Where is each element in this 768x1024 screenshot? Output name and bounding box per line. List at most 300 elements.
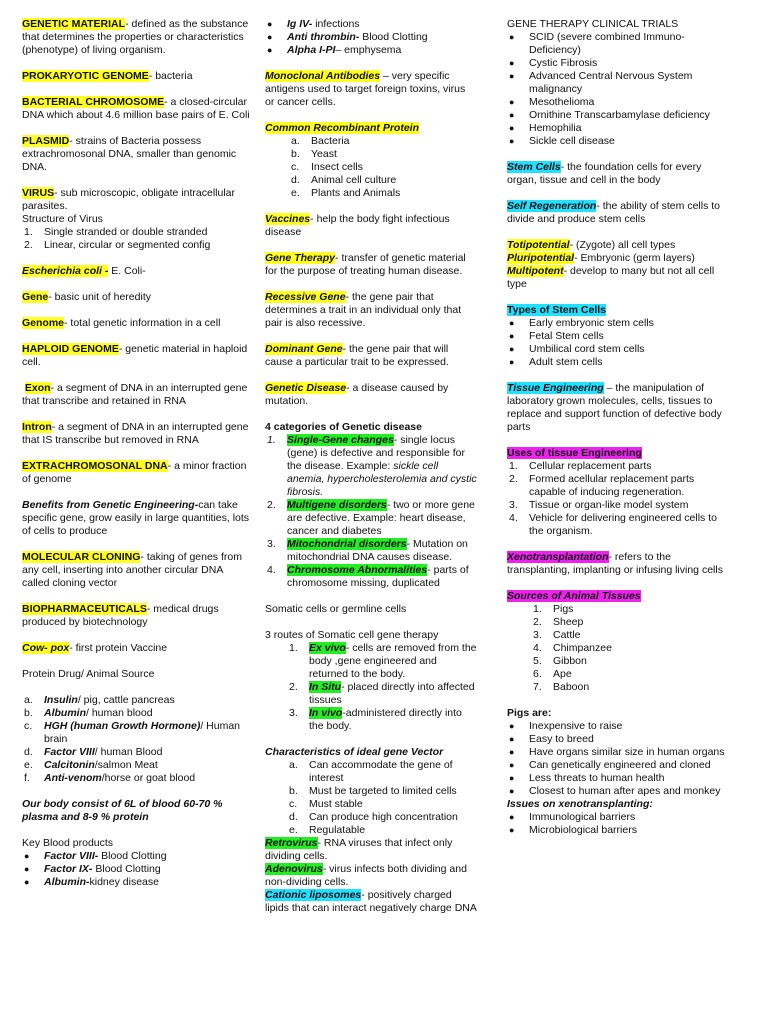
bullet-icon: ● xyxy=(509,110,515,120)
list-item xyxy=(22,876,250,889)
def-retrovirus xyxy=(265,837,477,863)
term: Totipotential xyxy=(507,239,570,251)
definition: -administered directly into the body. xyxy=(309,707,462,732)
def-recessive-gene xyxy=(265,291,477,330)
list-item xyxy=(507,473,725,499)
key-blood-heading: Key Blood products xyxy=(22,837,114,849)
list-number: 1. xyxy=(533,603,542,615)
term: BIOPHARMACEUTICALS xyxy=(22,603,147,615)
list-number: 1. xyxy=(509,460,518,472)
list-item xyxy=(507,746,725,759)
def-tissue-engineering xyxy=(507,382,725,434)
product-use: kidney disease xyxy=(89,876,159,888)
virus-structure-heading: Structure of Virus xyxy=(22,213,103,225)
definition: - the gene pair that will cause a particular trait to be expressed. xyxy=(265,343,449,368)
list-text: Pigs xyxy=(553,603,574,615)
drug-source: / human blood xyxy=(86,707,153,719)
list-item xyxy=(507,642,725,655)
list-item xyxy=(507,681,725,694)
product-use: Blood Clotting xyxy=(92,863,161,875)
list-number: 3. xyxy=(267,538,276,550)
list-text: Gibbon xyxy=(553,655,587,667)
list-letter: b. xyxy=(291,148,300,160)
definition: - parts of chromosome missing, duplicated xyxy=(287,564,469,589)
list-number: 1. xyxy=(267,434,276,446)
list-item xyxy=(265,681,477,707)
list-number: 4. xyxy=(509,512,518,524)
definition: - basic unit of heredity xyxy=(48,291,151,303)
clinical-trials xyxy=(507,18,725,148)
key-blood-list-continued xyxy=(265,18,477,57)
bullet-icon: ● xyxy=(24,877,30,887)
bullet-icon: ● xyxy=(509,58,515,68)
def-benefits xyxy=(22,499,250,538)
list-item xyxy=(507,317,725,330)
term: Recessive Gene xyxy=(265,291,346,303)
term: MOLECULAR CLONING xyxy=(22,551,141,563)
list-item xyxy=(507,785,725,798)
types-heading: Types of Stem Cells xyxy=(507,304,607,316)
def-exon xyxy=(22,382,250,408)
drug-name: Anti-venom xyxy=(44,772,102,784)
term: Cow- pox xyxy=(22,642,70,654)
list-text: Must stable xyxy=(309,798,363,810)
bullet-icon: ● xyxy=(509,71,515,81)
drug-source: / pig, cattle pancreas xyxy=(77,694,175,706)
list-text: Inexpensive to raise xyxy=(529,720,623,732)
term: Vaccines xyxy=(265,213,311,225)
list-item xyxy=(265,44,477,57)
list-item xyxy=(265,174,477,187)
list-item xyxy=(22,226,250,239)
drug-source: /salmon Meat xyxy=(94,759,158,771)
definition: - Mutation on mitochondrial DNA causes disease. xyxy=(287,538,468,563)
pigs-list xyxy=(507,720,725,798)
def-haploid-genome xyxy=(22,343,250,369)
term: Self Regeneration xyxy=(507,200,597,212)
column-2 xyxy=(265,18,477,915)
list-text: SCID (severe combined Immuno-Deficiency) xyxy=(529,31,685,56)
def-stem-cells xyxy=(507,161,725,187)
list-letter: a. xyxy=(289,759,298,771)
list-text: Can produce high concentration xyxy=(309,811,458,823)
drug-source: / human Blood xyxy=(94,746,163,758)
list-text: Linear, circular or segmented config xyxy=(44,239,211,251)
list-letter: c. xyxy=(24,720,33,732)
term: In vivo xyxy=(309,707,343,719)
drug-source: /horse or goat blood xyxy=(101,772,196,784)
list-item xyxy=(507,772,725,785)
list-item xyxy=(507,733,725,746)
categories-list xyxy=(265,434,477,590)
product-name: Anti thrombin- xyxy=(287,31,360,43)
definition: - a segment of DNA in an interrupted gene that transcribe and retained in RNA xyxy=(22,382,248,407)
bullet-icon: ● xyxy=(509,97,515,107)
definition: - Embryonic (germ layers) xyxy=(574,252,695,264)
list-item xyxy=(22,772,250,785)
list-item xyxy=(507,109,725,122)
def-gene xyxy=(22,291,250,304)
definition: - cells are removed from the body ,gene engineered and returned to the body. xyxy=(309,642,477,680)
product-use: – emphysema xyxy=(335,44,402,56)
def-vaccines xyxy=(265,213,477,239)
term: Ex vivo xyxy=(309,642,346,654)
list-text: Yeast xyxy=(311,148,337,160)
sources-heading: Sources of Animal Tissues xyxy=(507,590,641,602)
bullet-icon: ● xyxy=(509,812,515,822)
list-item xyxy=(22,746,250,759)
definition: - refers to the transplanting, implanting or infusing living cells xyxy=(507,551,723,576)
definition: can take specific gene, grow easily in large quantities, lots of cells to produce xyxy=(22,499,250,537)
definition: - help the body fight infectious disease xyxy=(265,213,450,238)
def-genome xyxy=(22,317,250,330)
list-number: 3. xyxy=(509,499,518,511)
definition: - a disease caused by mutation. xyxy=(265,382,449,407)
list-item xyxy=(265,187,477,200)
example: sickle cell anemia, hypercholesterolemia and cystic fibrosis. xyxy=(287,460,477,498)
list-item xyxy=(265,642,477,681)
definition: - genetic material in haploid cell. xyxy=(22,343,248,368)
list-item xyxy=(265,135,477,148)
def-virus xyxy=(22,187,250,252)
term: Gene Therapy xyxy=(265,252,336,264)
def-plasmid xyxy=(22,135,250,174)
list-letter: e. xyxy=(289,824,298,836)
list-letter: c. xyxy=(291,161,300,173)
list-number: 5. xyxy=(533,655,542,667)
drug-name: HGH (human Growth Hormone) xyxy=(44,720,201,732)
somatic-cells-line: Somatic cells or germline cells xyxy=(265,603,407,615)
list-item xyxy=(22,863,250,876)
list-item xyxy=(507,499,725,512)
bullet-icon: ● xyxy=(24,864,30,874)
list-text: Tissue or organ-like model system xyxy=(529,499,689,511)
list-item xyxy=(507,330,725,343)
def-molecular-cloning xyxy=(22,551,250,590)
routes-heading: 3 routes of Somatic cell gene therapy xyxy=(265,629,439,641)
list-number: 6. xyxy=(533,668,542,680)
term: Gene xyxy=(22,291,49,303)
list-text: Formed acellular replacement parts capable of inducing regeneration. xyxy=(529,473,695,498)
definition: - transfer of genetic material for the purpose of treating human disease. xyxy=(265,252,466,277)
bullet-icon: ● xyxy=(509,747,515,757)
term: Mitochondrial disorders xyxy=(287,538,407,550)
list-item xyxy=(507,512,725,538)
definition: - taking of genes from any cell, inserting into another circular DNA called cloning vector xyxy=(22,551,242,589)
drug-source: / Human brain xyxy=(44,720,241,745)
potency-definitions xyxy=(507,239,725,291)
list-letter: c. xyxy=(289,798,298,810)
product-use: Blood Clotting xyxy=(359,31,428,43)
sources-of-animal-tissues xyxy=(507,590,725,694)
list-text: Early embryonic stem cells xyxy=(529,317,654,329)
term: Retrovirus xyxy=(265,837,318,849)
categories-heading: 4 categories of Genetic disease xyxy=(265,421,422,433)
definition: - RNA viruses that infect only dividing cells. xyxy=(265,837,453,862)
list-text: Plants and Animals xyxy=(311,187,401,199)
list-text: Vehicle for delivering engineered cells to the organism. xyxy=(529,512,717,537)
definition: - virus infects both dividing and non-dividing cells. xyxy=(265,863,467,888)
list-item xyxy=(507,70,725,96)
term: Cationic liposomes xyxy=(265,889,362,901)
list-item xyxy=(507,122,725,135)
list-item xyxy=(507,629,725,642)
ideal-vector-heading: Characteristics of ideal gene Vector xyxy=(265,746,444,758)
list-letter: f. xyxy=(24,772,30,784)
bullet-icon: ● xyxy=(509,786,515,796)
product-name: Factor VIII- xyxy=(44,850,99,862)
bullet-icon: ● xyxy=(509,318,515,328)
definition: – the manipulation of laboratory grown molecules, cells, tissues to replace and support function of defective body parts xyxy=(507,382,722,433)
list-letter: a. xyxy=(24,694,33,706)
column-3 xyxy=(507,18,725,837)
list-text: Easy to breed xyxy=(529,733,594,745)
def-bacterial-chromosome xyxy=(22,96,250,122)
virus-structure-list xyxy=(22,226,250,252)
list-letter: a. xyxy=(291,135,300,147)
list-text: Chimpanzee xyxy=(553,642,612,654)
list-item xyxy=(507,31,725,57)
list-item xyxy=(507,824,725,837)
term: Adenovirus xyxy=(265,863,323,875)
list-item xyxy=(265,824,477,837)
definition: - single locus (gene) is defective and responsible for the disease. Example: xyxy=(287,434,466,472)
bullet-icon: ● xyxy=(509,32,515,42)
term: Monoclonal Antibodies xyxy=(265,70,381,82)
def-xenotransplantation xyxy=(507,551,725,577)
term: Stem Cells xyxy=(507,161,561,173)
bullet-icon: ● xyxy=(509,123,515,133)
product-name: Factor IX- xyxy=(44,863,93,875)
genetic-disease-categories xyxy=(265,421,477,590)
definition: - placed directly into affected tissues xyxy=(309,681,475,706)
bullet-icon: ● xyxy=(509,825,515,835)
product-name: Ig IV- xyxy=(287,18,313,30)
list-text: Baboon xyxy=(553,681,590,693)
definition: - strains of Bacteria possess extrachromosonal DNA, smaller than genomic DNA. xyxy=(22,135,237,173)
def-biopharmaceuticals xyxy=(22,603,250,629)
term: Multipotent xyxy=(507,265,564,277)
term: In Situ xyxy=(309,681,342,693)
term: GENETIC MATERIAL xyxy=(22,18,126,30)
list-text: Cystic Fibrosis xyxy=(529,57,598,69)
definition: - defined as the substance that determines the properties or characteristics (phenotype) of living organism. xyxy=(22,18,249,56)
list-item xyxy=(22,239,250,252)
list-text: Ape xyxy=(553,668,572,680)
drug-name: Albumin xyxy=(44,707,86,719)
def-self-regeneration xyxy=(507,200,725,226)
term: Intron xyxy=(22,421,52,433)
list-item xyxy=(265,564,477,590)
list-item xyxy=(22,707,250,720)
list-text: Animal cell culture xyxy=(311,174,397,186)
term: Benefits from Genetic Engineering- xyxy=(22,499,199,511)
list-letter: d. xyxy=(291,174,300,186)
list-number: 2. xyxy=(533,616,542,628)
bullet-icon: ● xyxy=(267,19,273,29)
list-text: Less threats to human health xyxy=(529,772,665,784)
term: Dominant Gene xyxy=(265,343,343,355)
list-item xyxy=(265,31,477,44)
def-adenovirus xyxy=(265,863,477,889)
list-item xyxy=(265,798,477,811)
bullet-icon: ● xyxy=(509,136,515,146)
trials-list xyxy=(507,31,725,148)
term: Tissue Engineering xyxy=(507,382,604,394)
list-item xyxy=(22,720,250,746)
product-name: Albumin- xyxy=(44,876,90,888)
list-letter: d. xyxy=(289,811,298,823)
uses-heading: Uses of tissue Engineering xyxy=(507,447,642,459)
list-text: Regulatable xyxy=(309,824,366,836)
list-text: Microbiological barriers xyxy=(529,824,637,836)
term: Common Recombinant Protein xyxy=(265,122,420,134)
definition: - a minor fraction of genome xyxy=(22,460,247,485)
protein-drug-list xyxy=(22,694,250,785)
term: Genetic Disease xyxy=(265,382,347,394)
def-ecoli xyxy=(22,265,250,278)
definition: - the gene pair that determines a trait in an individual only that pair is also recessive. xyxy=(265,291,462,329)
recombinant-list xyxy=(265,135,477,200)
list-item xyxy=(265,538,477,564)
list-item xyxy=(507,603,725,616)
list-text: Ornithine Transcarbamylase deficiency xyxy=(529,109,710,121)
list-item xyxy=(265,811,477,824)
bullet-icon: ● xyxy=(509,721,515,731)
list-item xyxy=(507,96,725,109)
list-text: Sickle cell disease xyxy=(529,135,615,147)
def-genetic-material xyxy=(22,18,250,57)
list-text: Sheep xyxy=(553,616,584,628)
list-text: Closest to human after apes and monkey xyxy=(529,785,721,797)
definition: - two or more gene are defective. Example: heart disease, cancer and diabetes xyxy=(287,499,475,537)
definition: - total genetic information in a cell xyxy=(64,317,221,329)
bullet-icon: ● xyxy=(509,357,515,367)
term: BACTERIAL CHROMOSOME xyxy=(22,96,165,108)
term: Pluripotential xyxy=(507,252,575,264)
list-item xyxy=(265,148,477,161)
term: VIRUS xyxy=(22,187,55,199)
list-text: Cattle xyxy=(553,629,581,641)
common-recombinant-protein xyxy=(265,122,477,200)
list-text: Bacteria xyxy=(311,135,350,147)
term: Escherichia coli - xyxy=(22,265,109,277)
list-number: 3. xyxy=(533,629,542,641)
list-letter: e. xyxy=(291,187,300,199)
def-dominant-gene xyxy=(265,343,477,369)
definition: - medical drugs produced by biotechnology xyxy=(22,603,219,628)
list-item xyxy=(507,720,725,733)
list-item xyxy=(265,18,477,31)
definition: - (Zygote) all cell types xyxy=(569,239,676,251)
list-item xyxy=(265,499,477,538)
list-number: 2. xyxy=(289,681,298,693)
bullet-icon: ● xyxy=(24,851,30,861)
definition: - a segment of DNA in an interrupted gene that IS transcribe but removed in RNA xyxy=(22,421,249,446)
list-number: 4. xyxy=(267,564,276,576)
definition: – very specific antigens used to target foreign toxins, virus or cancer cells. xyxy=(265,70,466,108)
list-item xyxy=(22,694,250,707)
list-text: Can accommodate the gene of interest xyxy=(309,759,453,784)
term: EXTRACHROMOSONAL DNA xyxy=(22,460,168,472)
def-gene-therapy xyxy=(265,252,477,278)
list-letter: e. xyxy=(24,759,33,771)
list-item xyxy=(22,850,250,863)
definition: - the ability of stem cells to divide and produce stem cells xyxy=(507,200,720,225)
uses-list xyxy=(507,460,725,538)
list-number: 2. xyxy=(509,473,518,485)
term: Genome xyxy=(22,317,65,329)
term: Chromosome Abnormalities xyxy=(287,564,428,576)
product-use: infections xyxy=(312,18,360,30)
list-number: 1. xyxy=(289,642,298,654)
bullet-icon: ● xyxy=(509,773,515,783)
list-item xyxy=(507,356,725,369)
list-text: Hemophilia xyxy=(529,122,582,134)
column-1 xyxy=(22,18,250,889)
list-item xyxy=(507,811,725,824)
bullet-icon: ● xyxy=(509,760,515,770)
term: Exon xyxy=(24,382,51,394)
product-use: Blood Clotting xyxy=(98,850,167,862)
types-of-stem-cells xyxy=(507,304,725,369)
routes-list xyxy=(265,642,477,733)
definition: - positively charged lipids that can interact negatively charge DNA xyxy=(265,889,477,914)
definition: - first protein Vaccine xyxy=(69,642,168,654)
bullet-icon: ● xyxy=(509,331,515,341)
def-genetic-disease xyxy=(265,382,477,408)
list-text: Single stranded or double stranded xyxy=(44,226,208,238)
list-number: 7. xyxy=(533,681,542,693)
list-item xyxy=(507,759,725,772)
list-text: Umbilical cord stem cells xyxy=(529,343,645,355)
list-text: Fetal Stem cells xyxy=(529,330,604,342)
list-letter: d. xyxy=(24,746,33,758)
trials-heading: GENE THERAPY CLINICAL TRIALS xyxy=(507,18,679,30)
bullet-icon: ● xyxy=(267,45,273,55)
list-text: Mesothelioma xyxy=(529,96,595,108)
term: PLASMID xyxy=(22,135,70,147)
list-text: Advanced Central Nervous System malignancy xyxy=(529,70,693,95)
list-item xyxy=(507,668,725,681)
list-item xyxy=(507,655,725,668)
def-intron xyxy=(22,421,250,447)
list-item xyxy=(22,759,250,772)
def-monoclonal-antibodies xyxy=(265,70,477,109)
definition: - bacteria xyxy=(148,70,193,82)
term: HAPLOID GENOME xyxy=(22,343,119,355)
list-item xyxy=(265,434,477,499)
issues-xenotransplanting xyxy=(507,798,725,837)
list-number: 1. xyxy=(24,226,33,238)
list-number: 3. xyxy=(289,707,298,719)
list-text: Adult stem cells xyxy=(529,356,603,368)
def-prokaryotic-genome xyxy=(22,70,250,83)
term: Multigene disorders xyxy=(287,499,387,511)
term: PROKARYOTIC GENOME xyxy=(22,70,149,82)
drug-name: Factor VIII xyxy=(44,746,95,758)
bullet-icon: ● xyxy=(509,344,515,354)
list-item xyxy=(507,57,725,70)
list-letter: b. xyxy=(289,785,298,797)
list-text: Have organs similar size in human organs xyxy=(529,746,725,758)
list-item xyxy=(265,759,477,785)
def-extrachromosomal-dna xyxy=(22,460,250,486)
def-cationic-liposomes xyxy=(265,889,477,915)
list-text: Can genetically engineered and cloned xyxy=(529,759,711,771)
pigs-heading: Pigs are: xyxy=(507,707,552,719)
issues-list xyxy=(507,811,725,837)
